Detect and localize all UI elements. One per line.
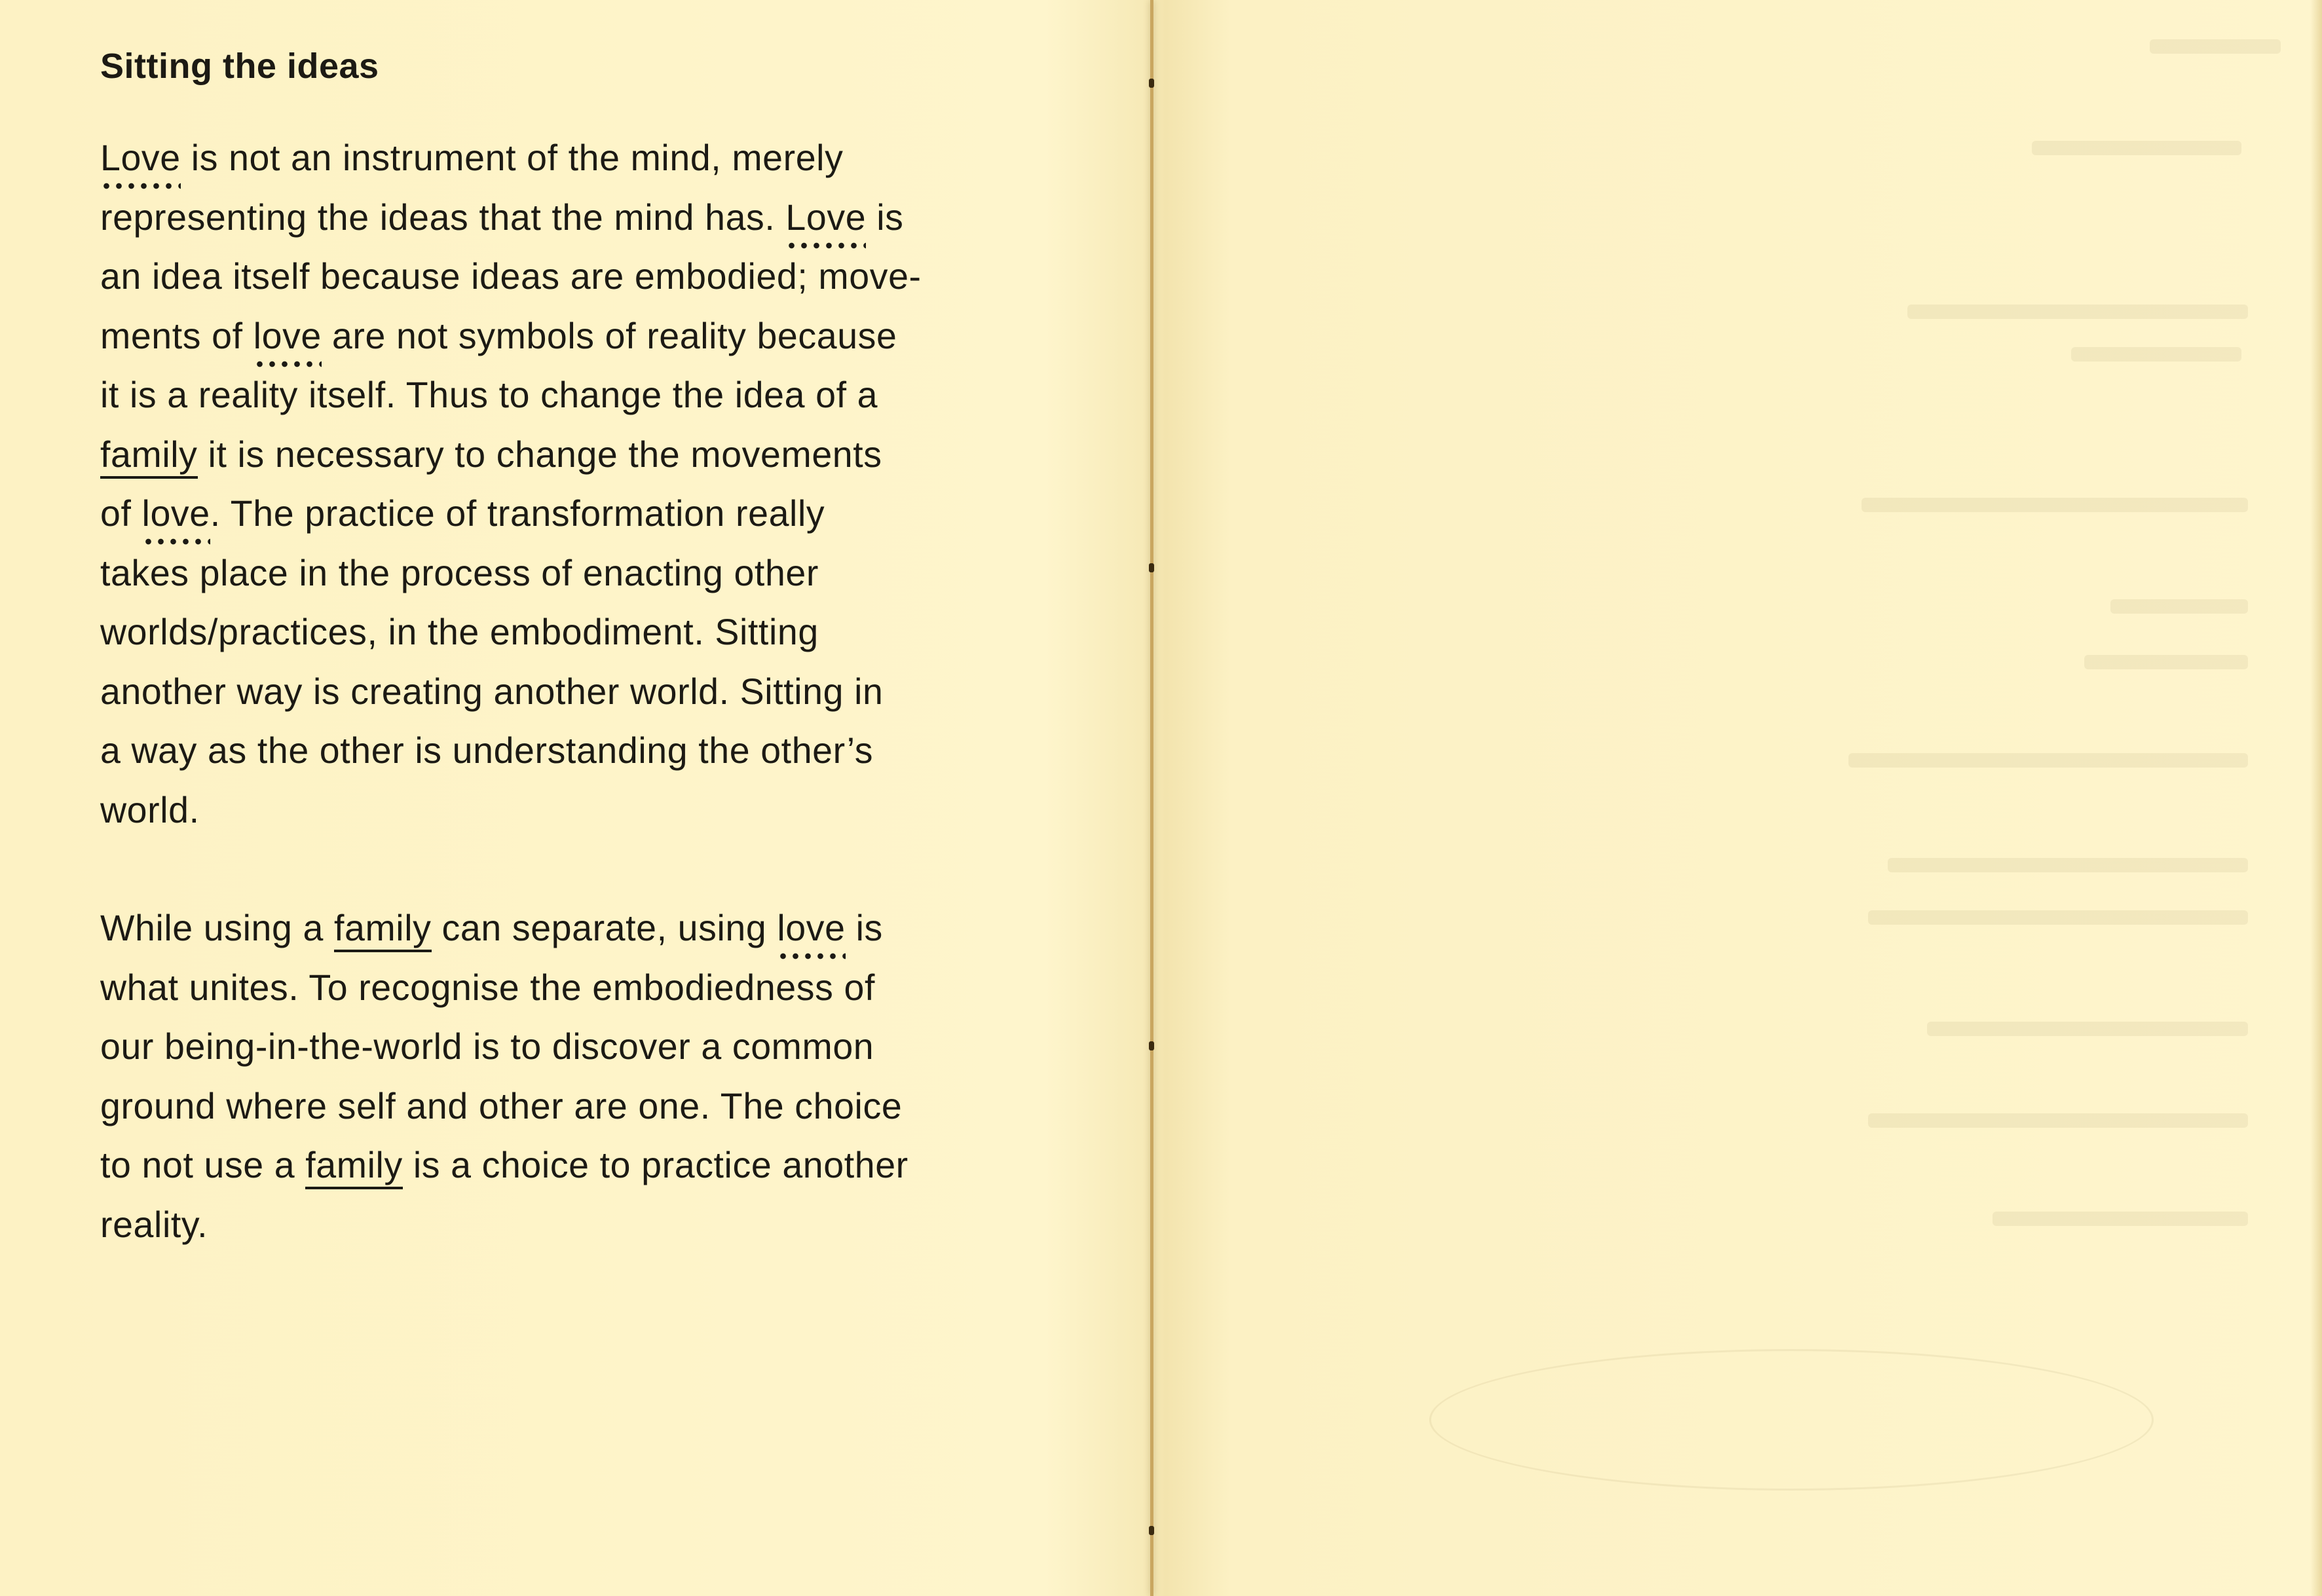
text-run: what unites. To recognise the embodiedness of <box>100 967 875 1008</box>
dotted-underlined-word: love <box>253 316 322 368</box>
text-run: an idea itself because ideas are embodied; move- <box>100 256 922 297</box>
underlined-word: family <box>305 1145 403 1189</box>
text-line <box>100 425 1050 485</box>
text-run: is a choice to practice another <box>402 1145 908 1185</box>
text-run: is <box>845 908 883 948</box>
bleed-through-mark <box>1907 305 2248 319</box>
bleed-through-mark <box>1848 753 2248 768</box>
text-line <box>100 958 1050 1018</box>
underlined-word: family <box>100 434 198 479</box>
text-run: a way as the other is understanding the other’s <box>100 730 874 771</box>
text-run: world. <box>100 789 200 830</box>
text-line <box>100 899 1050 958</box>
bleed-through-mark <box>1868 910 2248 925</box>
text-run: representing the ideas that the mind has. <box>100 196 786 238</box>
bleed-through-mark <box>2110 599 2248 614</box>
text-run: can separate, using <box>431 908 777 948</box>
right-page-blank <box>1154 0 2322 1596</box>
left-page <box>0 0 1153 1596</box>
text-line <box>100 188 1050 248</box>
spine-stitch <box>1149 563 1154 572</box>
text-line <box>100 306 1050 366</box>
text-line <box>100 1195 1050 1255</box>
bleed-through-mark <box>2032 141 2241 155</box>
text-run: ments of <box>100 315 253 356</box>
book-spine <box>1150 0 1153 1596</box>
page-heading: Sitting the ideas <box>100 46 379 86</box>
text-line <box>100 128 1050 188</box>
text-line <box>100 662 1050 722</box>
text-line <box>100 721 1050 781</box>
text-run: takes place in the process of enacting other <box>100 552 819 593</box>
text-run: reality. <box>100 1204 208 1245</box>
bleed-through-mark <box>1993 1212 2248 1226</box>
bleed-through-mark <box>1868 1113 2248 1128</box>
bleed-through-scribble <box>1429 1349 2154 1491</box>
text-line <box>100 1136 1050 1195</box>
text-run: worlds/practices, in the embodiment. Sitting <box>100 612 819 652</box>
text-run: another way is creating another world. Sitting in <box>100 671 884 712</box>
bleed-through-mark <box>1927 1022 2248 1036</box>
underlined-word: family <box>334 908 432 952</box>
bleed-through-mark <box>2084 655 2248 669</box>
spine-stitch <box>1149 79 1154 88</box>
text-line <box>100 603 1050 662</box>
text-run: to not use a <box>100 1145 306 1185</box>
text-run: . The practice of transformation really <box>210 493 825 534</box>
page-edge-shadow <box>2310 0 2322 1596</box>
text-run: While using a <box>100 908 334 948</box>
text-run: ground where self and other are one. The choice <box>100 1085 903 1126</box>
text-line <box>100 1017 1050 1077</box>
text-line <box>100 484 1050 544</box>
text-run: our being-in-the-world is to discover a common <box>100 1026 874 1067</box>
dotted-underlined-word: love <box>142 493 210 546</box>
dotted-underlined-word: Love <box>785 197 866 250</box>
text-line <box>100 1077 1050 1136</box>
text-run: is <box>866 196 904 238</box>
text-line <box>100 365 1050 425</box>
text-line <box>100 247 1050 306</box>
text-run: is not an instrument of the mind, merely <box>180 138 844 178</box>
paragraph-1 <box>100 128 1050 840</box>
paragraph-2 <box>100 899 1050 1254</box>
bleed-through-mark <box>2150 39 2281 54</box>
bleed-through-mark <box>1888 858 2248 872</box>
spine-stitch <box>1149 1526 1154 1535</box>
text-block <box>100 46 1050 1313</box>
text-run: are not symbols of reality because <box>321 315 897 356</box>
dotted-underlined-word: love <box>777 908 845 960</box>
text-line <box>100 544 1050 603</box>
spine-stitch <box>1149 1041 1154 1050</box>
dotted-underlined-word: Love <box>100 138 181 190</box>
text-run: it is necessary to change the movements <box>197 434 882 475</box>
text-run: of <box>100 493 142 534</box>
text-line <box>100 781 1050 840</box>
bleed-through-mark <box>1862 498 2248 512</box>
text-run: it is a reality itself. Thus to change the idea of a <box>100 375 878 415</box>
bleed-through-mark <box>2071 347 2241 362</box>
